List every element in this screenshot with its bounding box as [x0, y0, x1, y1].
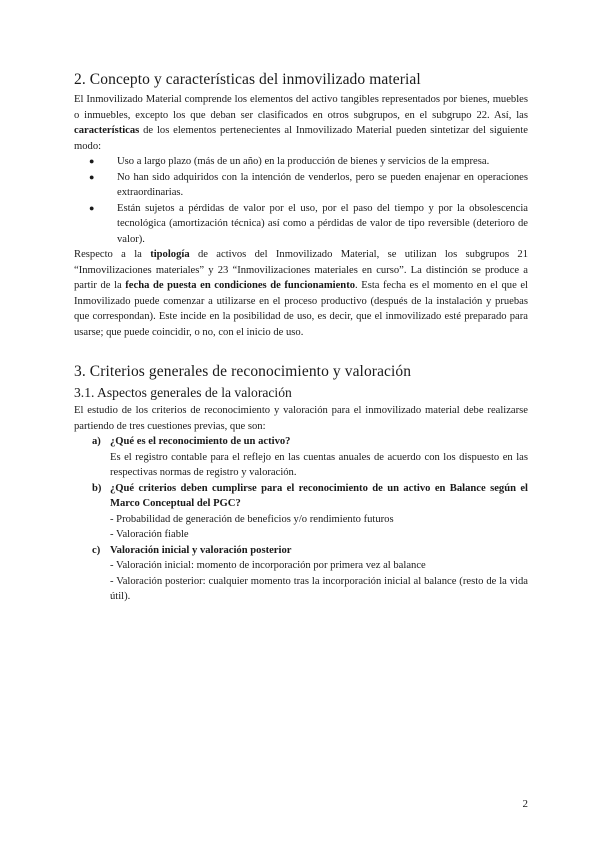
- para-text-1: Respecto a la: [74, 249, 151, 260]
- list-item-text: Están sujetos a pérdidas de valor por el uso, por el paso del tiempo y por la obsolescencia tecnológica (amortización técnica) así como a pérdidas de valor de tipo reversible (deterioro de valor).: [117, 202, 528, 245]
- answer-text: - Probabilidad de generación de beneficios y/o rendimiento futuros: [110, 513, 394, 525]
- question-text: ¿Qué criterios deben cumplirse para el reconocimiento de un activo en Balance según el Marco Conceptual del PGC?: [110, 482, 528, 509]
- question-item-b: [92, 481, 528, 543]
- list-item: [89, 154, 528, 170]
- para-bold-1: tipología: [150, 249, 190, 260]
- questions-list: [74, 434, 528, 605]
- question-item-a: [92, 434, 528, 481]
- section-2: [74, 70, 528, 340]
- para-text-3: . Esta fecha es el momento en el que el Inmovilizado puede comenzar a utilizarse en el proceso productivo (después de la instalación y pruebas que correspondan). Este incide en la posibilidad de uso, es decir, que el inmovilizado esté preparado para usarse; que puede coincidir, o no, con el inicio de uso.: [74, 280, 528, 338]
- bullet-icon: ●: [89, 156, 95, 166]
- intro-text-1: El Inmovilizado Material comprende los elementos del activo tangibles representados por bienes, muebles o inmuebles, excepto los que deban ser clasificados en otros subgrupos, en el subgrupo 22. Así, las: [74, 94, 528, 121]
- document-page: [74, 70, 528, 605]
- section-2-intro: [74, 92, 528, 154]
- question-label: b): [92, 482, 102, 494]
- list-item-text: Uso a largo plazo (más de un año) en la producción de bienes y servicios de la empresa.: [117, 156, 490, 167]
- question-label: c): [92, 544, 101, 556]
- answer-text: - Valoración inicial: momento de incorporación por primera vez al balance: [110, 560, 426, 571]
- answer-text: - Valoración fiable: [110, 529, 189, 540]
- list-item: [89, 170, 528, 201]
- para-text-2: de activos del Inmovilizado Material, se utilizan los subgrupos 21 “Inmovilizaciones materiales” y 23 “Inmovilizaciones materiales en curso”. La distinción se produce a partir de la: [74, 249, 529, 291]
- page-number: 2: [522, 798, 528, 810]
- section-2-title: 2. Concepto y características del inmovilizado material: [74, 71, 421, 88]
- section-3-1-subtitle: 3.1. Aspectos generales de la valoración: [74, 385, 292, 400]
- question-text: Valoración inicial y valoración posterior: [110, 544, 292, 556]
- section-3: [74, 362, 528, 605]
- section-3-intro: El estudio de los criterios de reconocimiento y valoración para el inmovilizado material debe realizarse partiendo de tres cuestiones previas, que son:: [74, 405, 528, 432]
- list-item-text: No han sido adquiridos con la intención de venderlos, pero se pueden enajenar en operaciones extraordinarias.: [117, 171, 528, 198]
- bullet-icon: ●: [89, 171, 95, 182]
- characteristics-list: [74, 154, 528, 247]
- intro-text-2: de los elementos pertenecientes al Inmovilizado Material pueden sintetizar del siguiente modo:: [74, 125, 528, 152]
- para-bold-2: fecha de puesta en condiciones de funcionamiento: [125, 280, 356, 291]
- question-item-c: [92, 543, 528, 605]
- answer-text: Es el registro contable para el reflejo en las cuentas anuales de acuerdo con los dispuesto en las respectivas normas de registro y valoración.: [110, 451, 528, 478]
- answer-text: - Valoración posterior: cualquier momento tras la incorporación inicial al balance (resto de la vida útil).: [110, 575, 528, 602]
- list-item: [89, 201, 528, 248]
- bullet-icon: ●: [89, 202, 95, 213]
- section-2-typology-paragraph: [74, 247, 528, 340]
- question-text: ¿Qué es el reconocimiento de un activo?: [110, 436, 291, 447]
- question-label: a): [92, 436, 101, 447]
- intro-bold-1: características: [74, 125, 140, 136]
- section-3-title: 3. Criterios generales de reconocimiento y valoración: [74, 363, 412, 380]
